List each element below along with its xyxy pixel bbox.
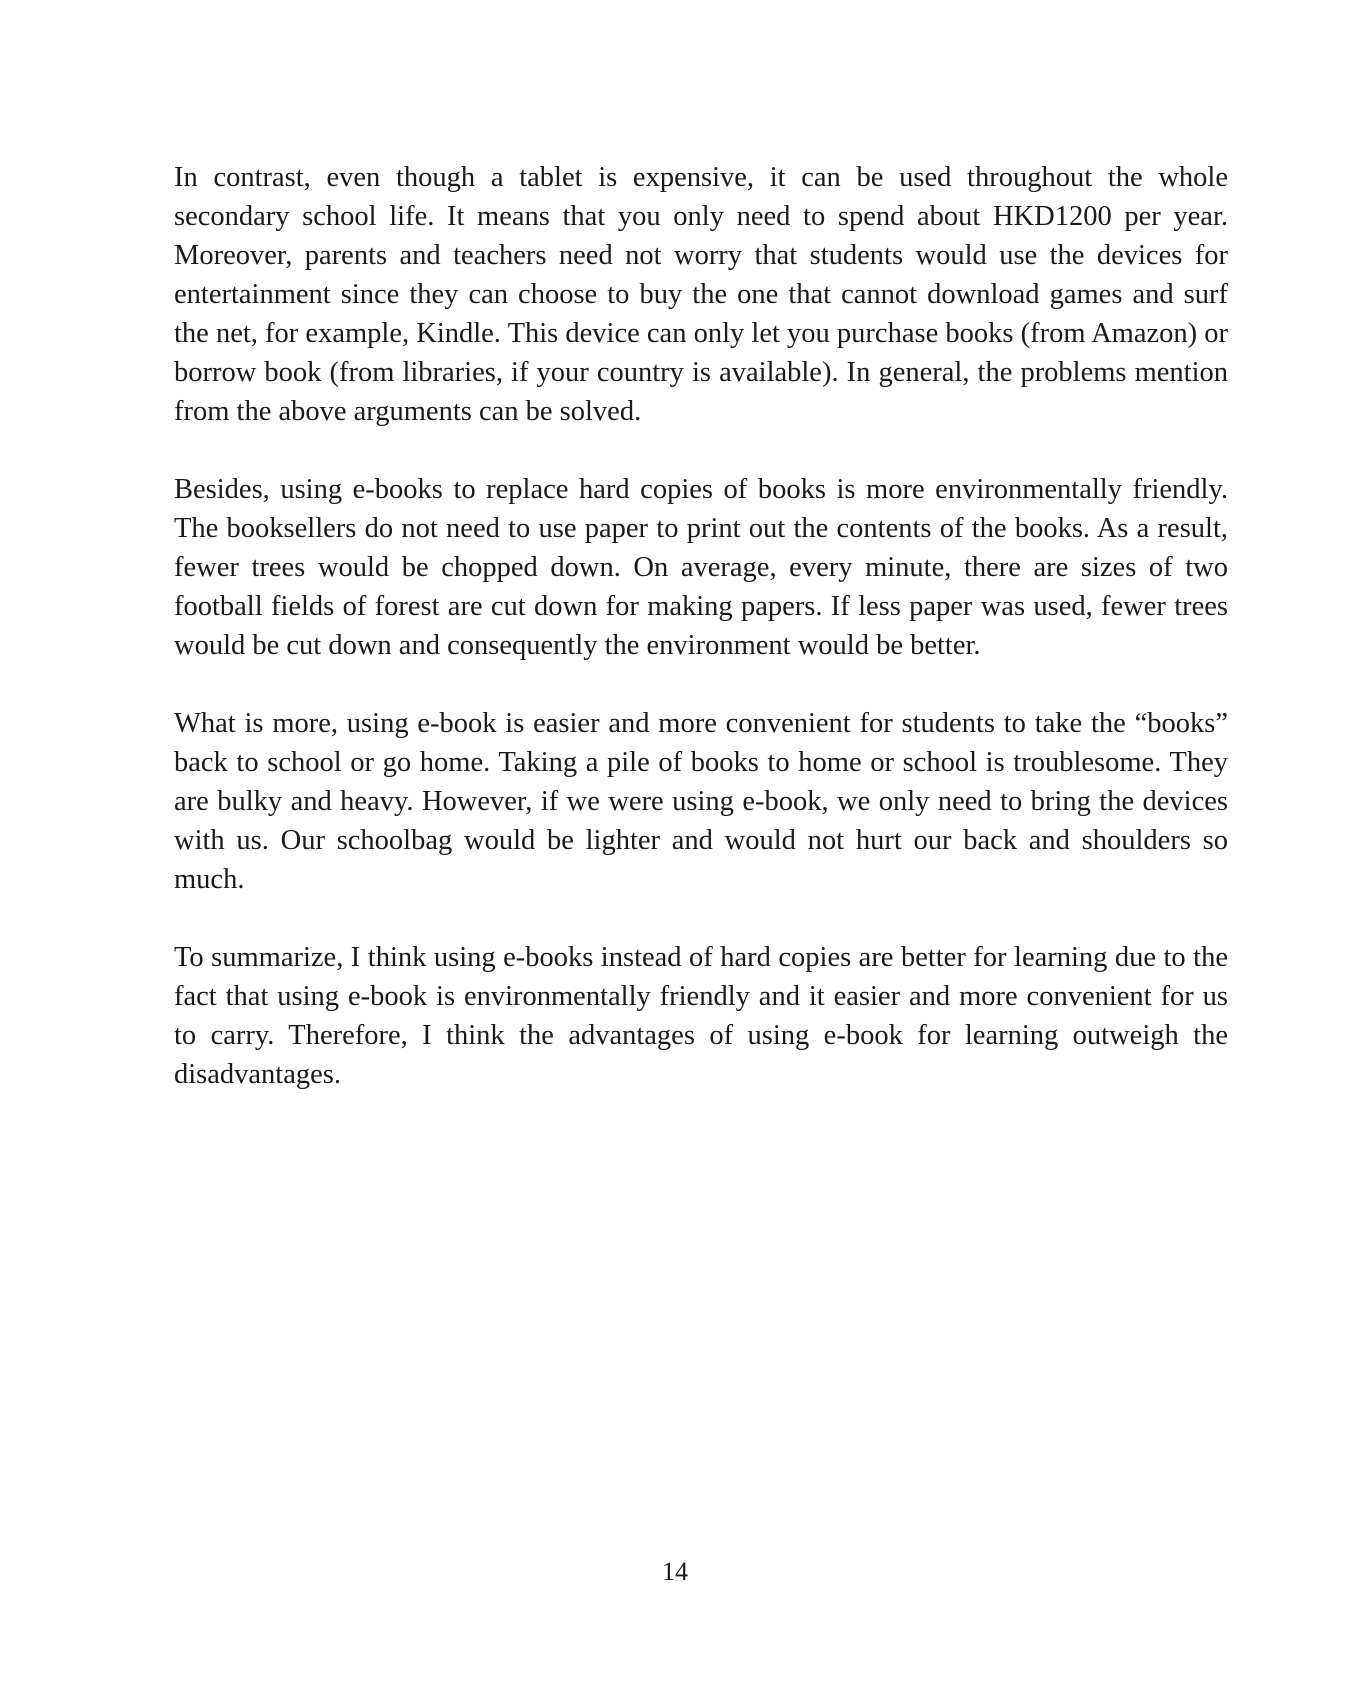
paragraph-convenience: What is more, using e-book is easier and more convenient for students to take the “books” back to school or go home. Taking a pile of books to home or school is troublesome. They are bulky and heavy. However, if we were using e-book, we only need to bring the devices with us. Our schoolbag would be lighter and would not hurt our back and shoulders so much.	[174, 708, 1228, 895]
paragraph-environment: Besides, using e-books to replace hard copies of books is more environmentally friendly. The booksellers do not need to use paper to print out the contents of the books. As a result, fewer trees would be chopped down. On average, every minute, there are sizes of two football fields of forest are cut down for making papers. If less paper was used, fewer trees would be cut down and consequently the environment would be better.	[174, 474, 1228, 661]
body-text	[174, 158, 1228, 1133]
page-number: 14	[662, 1557, 688, 1586]
paragraph-conclusion: To summarize, I think using e-books instead of hard copies are better for learning due to the fact that using e-book is environmentally friendly and it easier and more convenient for us to carry. Therefore, I think the advantages of using e-book for learning outweigh the disadvantages.	[174, 942, 1228, 1090]
paragraph-tablet-cost: In contrast, even though a tablet is expensive, it can be used throughout the whole secondary school life. It means that you only need to spend about HKD1200 per year. Moreover, parents and teachers need not worry that students would use the devices for entertainment since they can choose to buy the one that cannot download games and surf the net, for example, Kindle. This device can only let you purchase books (from Amazon) or borrow book (from libraries, if your country is available). In general, the problems mention from the above arguments can be solved.	[174, 162, 1228, 427]
